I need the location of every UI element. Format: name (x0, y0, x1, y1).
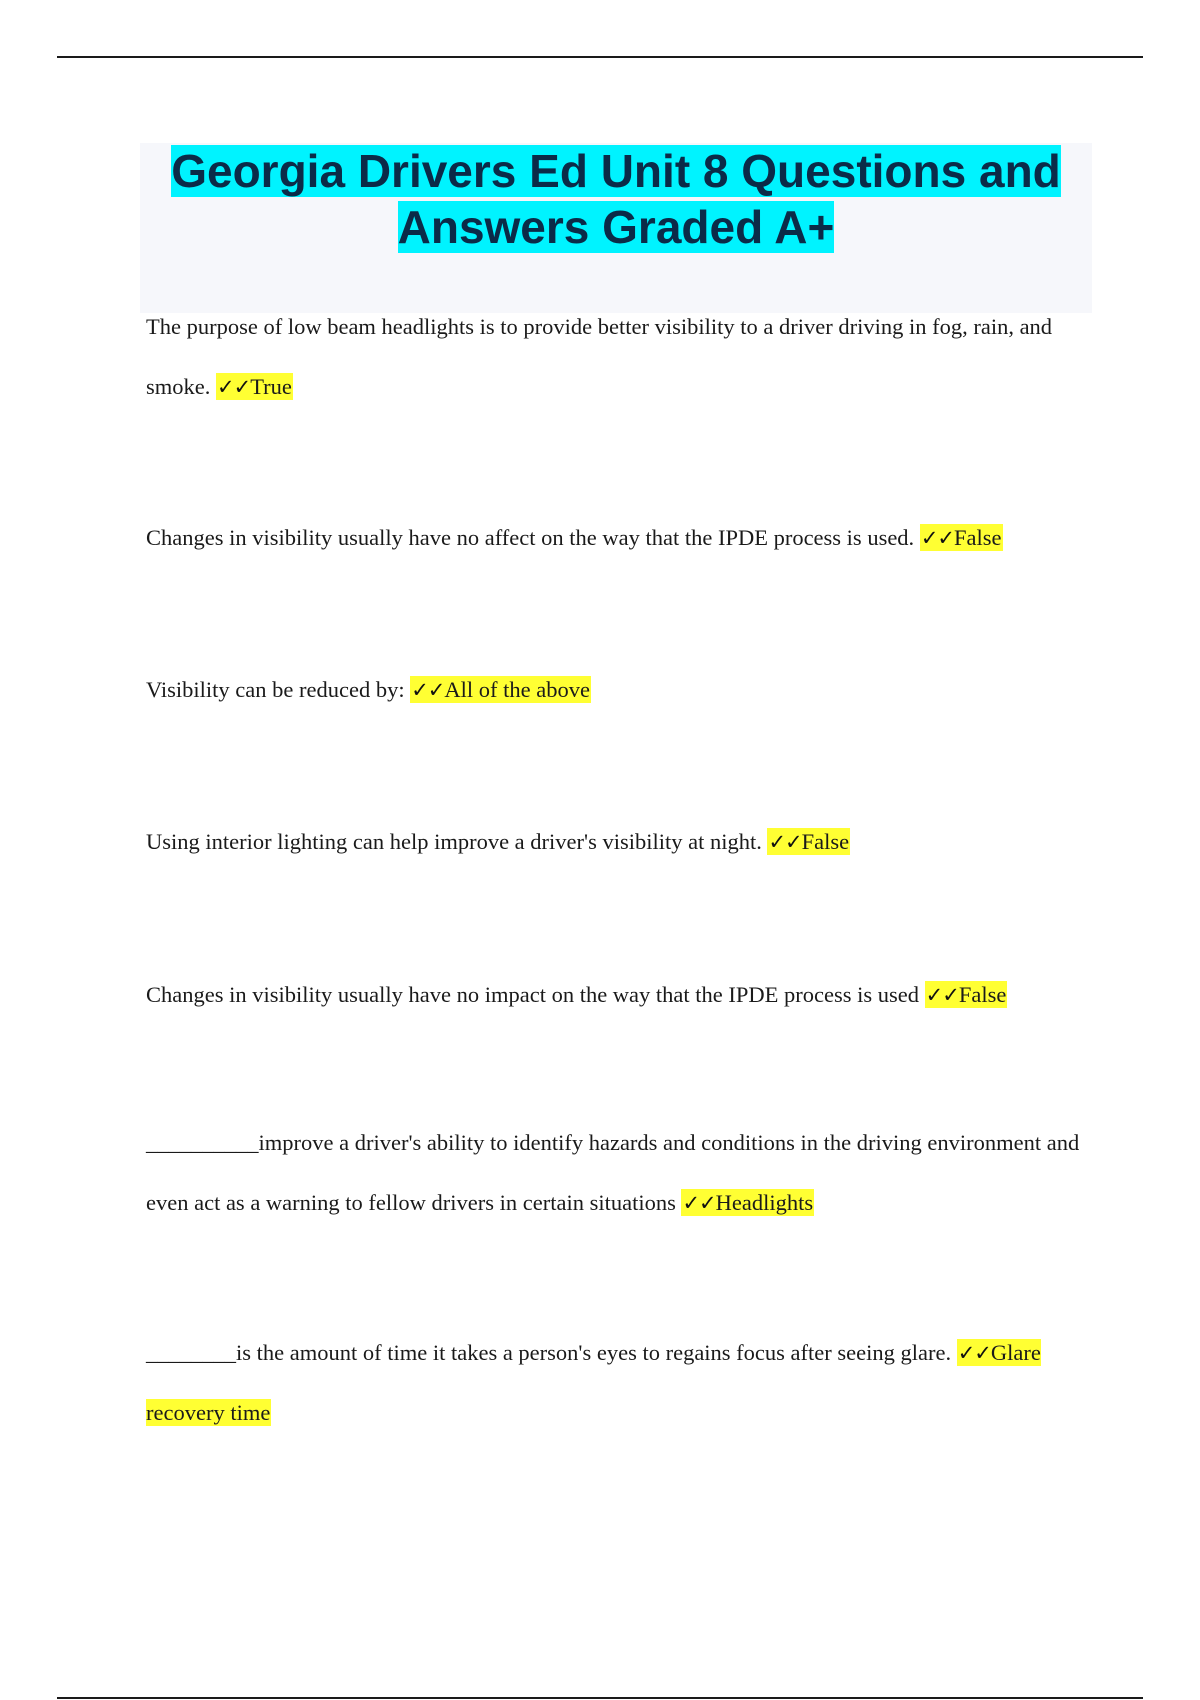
answer-highlight (681, 1189, 814, 1216)
question-text: Changes in visibility usually have no affect on the way that the IPDE process is used. (146, 525, 915, 550)
document-title-text: Georgia Drivers Ed Unit 8 Questions and Answers Graded A+ (171, 145, 1061, 253)
answer-highlight (925, 981, 1008, 1008)
question-text: Visibility can be reduced by: (146, 677, 405, 702)
qa-item-1 (146, 297, 1091, 417)
answer-highlight (767, 828, 850, 855)
double-check-icon: ✓✓ (411, 678, 445, 702)
answer-text: False (954, 525, 1002, 550)
answer-text: False (958, 982, 1007, 1007)
qa-item-3 (146, 660, 1091, 720)
qa-item-6 (146, 1113, 1091, 1233)
double-check-icon: ✓✓ (768, 830, 802, 854)
bottom-rule (57, 1697, 1143, 1699)
question-text: Using interior lighting can help improve a driver's visibility at night. (146, 829, 762, 854)
double-check-icon: ✓✓ (217, 375, 251, 399)
question-text: Changes in visibility usually have no impact on the way that the IPDE process is used (146, 982, 919, 1007)
double-check-icon: ✓✓ (925, 983, 959, 1007)
question-text: ________is the amount of time it takes a person's eyes to regains focus after seeing glare. (146, 1340, 952, 1365)
question-text: __________improve a driver's ability to identify hazards and conditions in the driving environment and even act as a warning to fellow drivers in certain situations (146, 1130, 1080, 1215)
answer-highlight (920, 524, 1003, 551)
document-title (140, 143, 1092, 255)
answer-text: True (250, 374, 292, 399)
top-rule (57, 56, 1143, 58)
answer-text: Glare recovery time (146, 1340, 1041, 1425)
double-check-icon: ✓✓ (957, 1341, 991, 1365)
answer-text: Headlights (715, 1190, 814, 1215)
qa-item-4 (146, 812, 1091, 872)
title-block (140, 143, 1092, 313)
double-check-icon: ✓✓ (682, 1191, 716, 1215)
qa-item-2 (146, 508, 1091, 568)
answer-text: All of the above (444, 677, 590, 702)
answer-highlight (216, 373, 293, 400)
qa-item-5 (146, 965, 1091, 1025)
answer-highlight (410, 676, 591, 703)
double-check-icon: ✓✓ (920, 526, 955, 550)
qa-item-7 (146, 1323, 1091, 1443)
answer-text: False (801, 829, 850, 854)
question-text: The purpose of low beam headlights is to provide better visibility to a driver driving in fog, rain, and smoke. (146, 314, 1053, 399)
